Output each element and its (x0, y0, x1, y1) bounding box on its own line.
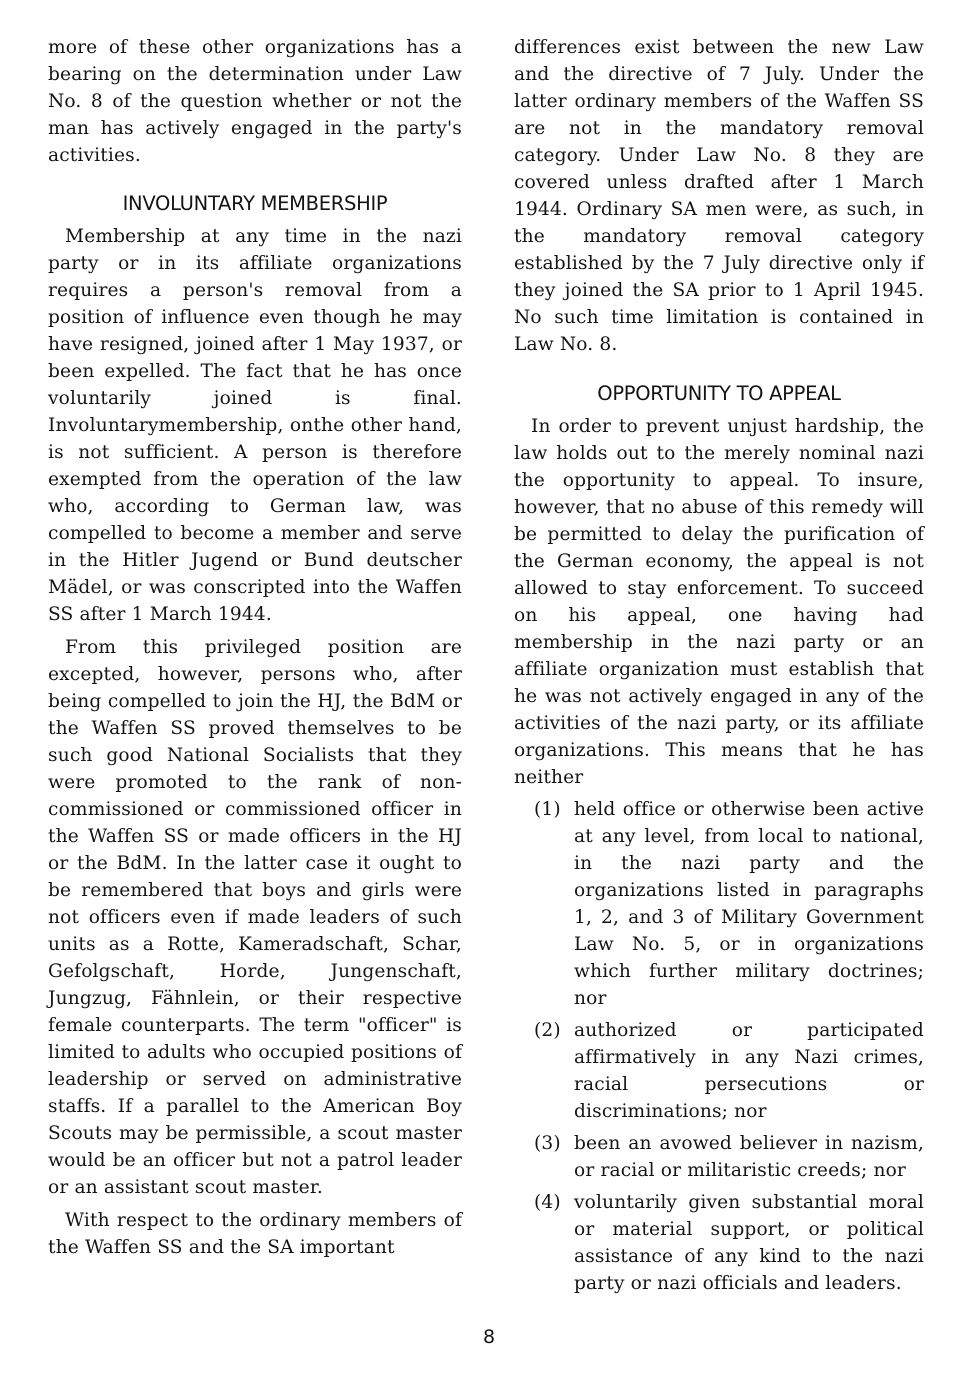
paragraph: more of these other organizations has a bearing on the determination under Law No. 8 of the question whether or not the man has actively engaged in the party's activities. (48, 37, 462, 166)
paragraph: Membership at any time in the nazi party or in its affiliate organizations requires a person's removal from a position of influence even though he may have resigned, joined after 1 May 1937, or been expelled. The fact that he has once voluntarily joined is final. Involuntarymembership, onthe other hand, is not sufficient. A person is therefore exempted from the operation of the law who, according to German law, was compelled to become a member and serve in the Hitler Jugend or Bund deutscher Mädel, or was conscripted into the Waffen SS after 1 March 1944. (48, 226, 462, 625)
paragraph: In order to prevent unjust hardship, the law holds out to the merely nominal nazi the opportunity to appeal. To insure, however, that no abuse of this remedy will be permitted to delay the purification of the German economy, the appeal is not allowed to stay enforcement. To succeed on his appeal, one having had membership in the nazi party or an affiliate organization must establish that he was not actively engaged in any of the activities of the nazi party, or its affiliate organizations. This means that he has neither (514, 416, 924, 788)
right-column (514, 34, 924, 1302)
paragraph: With respect to the ordinary members of the Waffen SS and the SA important (48, 1210, 462, 1258)
list-item (514, 1189, 924, 1297)
section-heading-involuntary-membership: INVOLUNTARY MEMBERSHIP (122, 192, 388, 215)
left-column (48, 34, 462, 1261)
list-item (514, 796, 924, 1012)
list-item (514, 1017, 924, 1125)
list-item-number: (2) (534, 1020, 561, 1041)
list-item (514, 1130, 924, 1184)
list-item-text: been an avowed believer in nazism, or racial or militaristic creeds; nor (574, 1133, 924, 1181)
list-item-number: (4) (534, 1192, 561, 1213)
list-item-text: voluntarily given substantial moral or material support, or political assistance of any kind to the nazi party or nazi officials and leaders. (574, 1192, 924, 1294)
paragraph: differences exist between the new Law and the directive of 7 July. Under the latter ordinary members of the Waffen SS are not in the mandatory removal category. Under Law No. 8 they are covered unless drafted after 1 March 1944. Ordinary SA men were, as such, in the mandatory removal category established by the 7 July directive only if they joined the SA prior to 1 April 1945. No such time limitation is contained in Law No. 8. (514, 37, 924, 355)
section-heading-opportunity-to-appeal: OPPORTUNITY TO APPEAL (597, 382, 841, 405)
list-item-number: (1) (534, 799, 561, 820)
condition-list (514, 796, 924, 1297)
list-item-number: (3) (534, 1133, 561, 1154)
paragraph: From this privileged position are excepted, however, persons who, after being compelled to join the HJ, the BdM or the Waffen SS proved themselves to be such good National Socialists that they were promoted to the rank of non-commissioned or commissioned officer in the Waffen SS or made officers in the HJ or the BdM. In the latter case it ought to be remembered that boys and girls were not officers even if made leaders of such units as a Rotte, Kameradschaft, Schar, Gefolgschaft, Horde, Jungenschaft, Jungzug, Fähnlein, or their respective female counterparts. The term "officer" is limited to adults who occupied positions of leadership or served on administrative staffs. If a parallel to the American Boy Scouts may be permissible, a scout master would be an officer but not a patrol leader or an assistant scout master. (48, 637, 462, 1198)
list-item-text: held office or otherwise been active at any level, from local to national, in the nazi party and the organizations listed in paragraphs 1, 2, and 3 of Military Government Law No. 5, or in organizations which further military doctrines; nor (574, 799, 924, 1009)
page-number: 8 (482, 1326, 496, 1348)
list-item-text: authorized or participated affirmatively in any Nazi crimes, racial persecutions or discriminations; nor (574, 1020, 924, 1122)
